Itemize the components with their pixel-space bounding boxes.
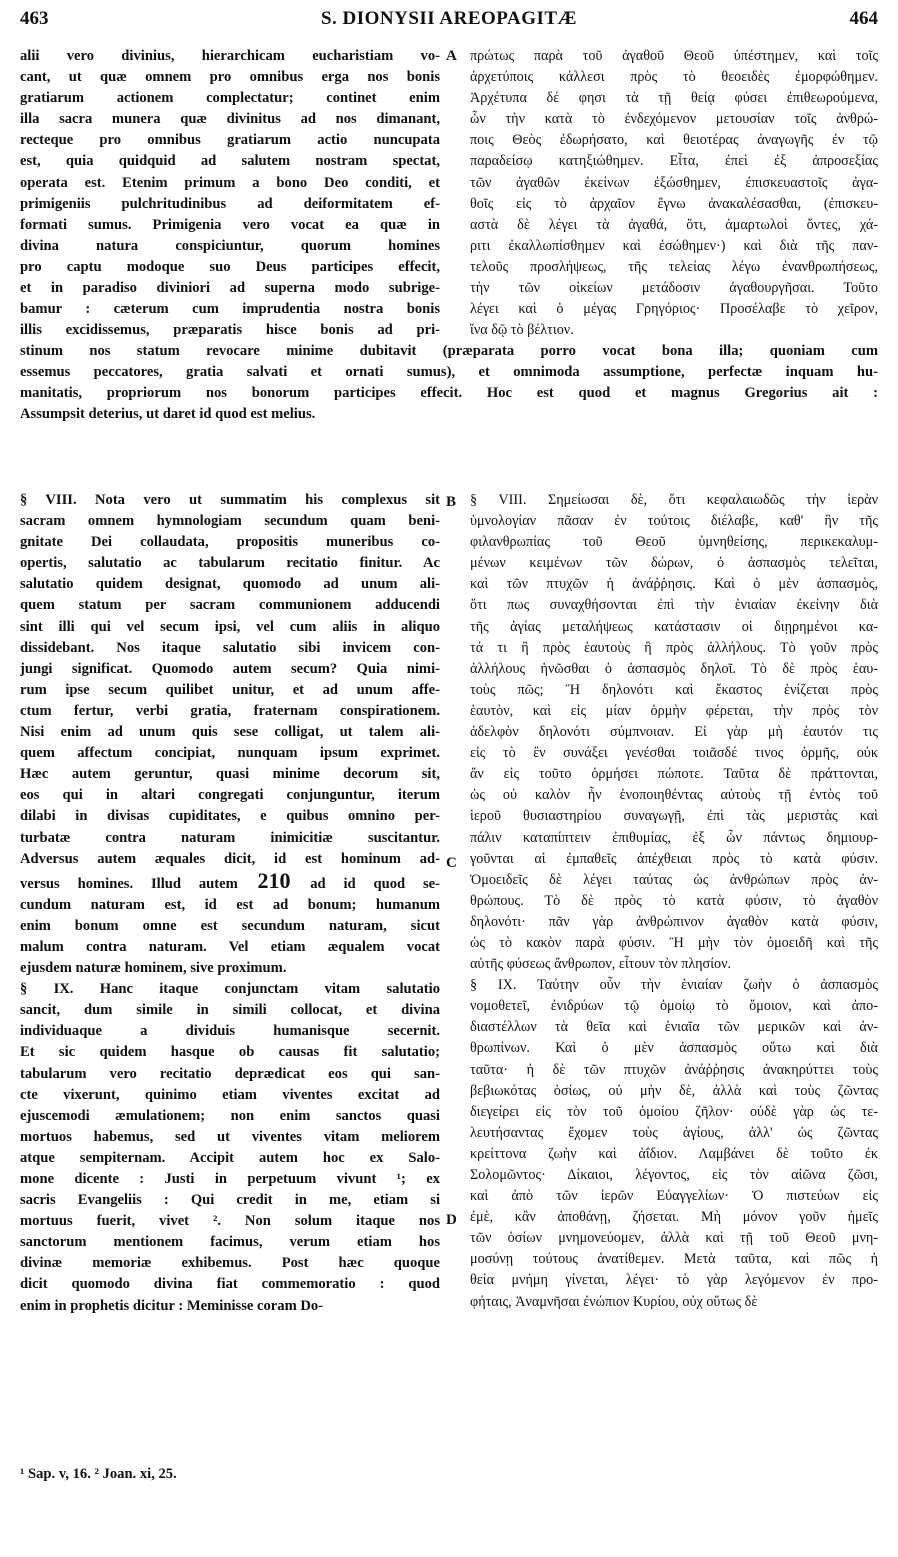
text-line: dicit quomodo divina fiat commemoratio : quod — [20, 1276, 440, 1293]
text-line: ἀδελφὸν δηλονότι σύμπνοιαν. Εἰ γὰρ μὴ ἑαυτόν τις — [470, 724, 878, 741]
text-line: versus homines. Illud autem 210 ad id quod se- — [20, 869, 440, 893]
text-line: § IX. Hanc itaque conjunctam vitam salutatio — [20, 981, 440, 998]
margin-marker-c: C — [446, 855, 457, 871]
column-number: 210 — [237, 869, 311, 893]
text-line: individuaque a dividuis humanisque secernit. — [20, 1023, 440, 1040]
text-line: operata est. Etenim primum a bono Deo conditi, et — [20, 174, 440, 191]
text-line: ἱεροῦ θυσιαστηρίου συναγωγῇ, ἐπὶ τὰς μεριστὰς καὶ — [470, 808, 878, 825]
text-line: Adversus autem æquales dicit, id est hominum ad- — [20, 850, 440, 867]
text-line: ejuscemodi æmulationem; non enim sanctos quasi — [20, 1107, 440, 1124]
text-line: μένων κειμένων τῶν δώρων, ὁ ἀσπασμὸς τελεῖται, — [470, 555, 878, 572]
text-line: divinæ memoriæ exhibemus. Post hæc quoque — [20, 1255, 440, 1272]
text-line: ὅτι πως συναχθήσονται ἐπὶ τὴν ἑνιαίαν ἐκείνην διὰ — [470, 597, 878, 614]
text-line: τά τι ἢ πρὸς ἑαυτοὺς ἢ πρὸς ἀλλήλους. Τὸ γοῦν πρὸς — [470, 639, 878, 656]
text-line: § VIII. Σημείωσαι δὲ, ὅτι κεφαλαιωδῶς τὴν ἱερὰν — [470, 492, 878, 508]
text-line: ἀλλήλους ἡνῶσθαι ὁ ἀσπασμὸς δηλοῖ. Τὸ δὲ πρὸς ἑαυ- — [470, 660, 878, 677]
text-line: salutatio quidem designat, quomodo ad unum ali- — [20, 576, 440, 593]
text-line: malum contra naturam. Vel etiam æqualem vocat — [20, 938, 440, 955]
full-width-paragraph — [20, 341, 878, 425]
text-line: ἵνα δῷ τὸ βέλτιον. — [470, 322, 574, 339]
text-line: primigeniis pulchritudinibus ad deiformitatem ef- — [20, 195, 440, 212]
text-line: Hæc autem geruntur, quasi minime decorum sit, — [20, 766, 440, 783]
text-line: § IX. Ταύτην οὖν τὴν ἑνιαίαν ζωὴν ὁ ἀσπασμὸς — [470, 977, 878, 994]
text-line: ταῦτα· ἡ δὲ τῶν πτυχῶν ἀνάῤῥησις ἀνακηρύττει τοὺς — [470, 1061, 878, 1078]
text-line: enim in prophetis dicitur : Meminisse coram Do- — [20, 1297, 324, 1314]
text-line: § VIII. Nota vero ut summatim his complexus sit — [20, 492, 440, 508]
text-line: καὶ τῶν πτυχῶν ἡ ἀνάῤῥησις. Καὶ ὁ μὲν ἀσπασμὸς, — [470, 576, 878, 593]
footnote: ¹ Sap. v, 16. ² Joan. xi, 25. — [20, 1466, 177, 1482]
text-line: cant, ut quæ omnem pro omnibus erga nos bonis — [20, 69, 440, 86]
latin-column-top — [20, 46, 440, 341]
text-line: quem statum per sacram communionem adducendi — [20, 597, 440, 614]
text-line: τὴν τῶν οἰκείων μετάδοσιν ἀγαθουργῆσαι. Τοῦτο — [470, 280, 878, 297]
text-line: ἄν εἰς τοῦτο ὁρμήσει πώποτε. Ταῦτα δὲ πράττονται, — [470, 766, 878, 783]
text-line: quem affectum concipiat, nunquam ipsum exprimet. — [20, 745, 440, 762]
text-line: jungi significat. Quomodo autem secum? Quia nimi- — [20, 660, 440, 677]
page-number-left: 463 — [20, 8, 49, 29]
text-line: λευτήσαντας ἔχομεν τοὺς ἁγίους, ἀλλ' ὡς ζῶντας — [470, 1124, 878, 1141]
text-line: βεβιωκότας ὁσίως, οὐ μὴν δὲ, ἀλλὰ καὶ τοὺς ζῶντας — [470, 1082, 878, 1099]
text-line: atque sempiternam. Accipit autem hoc ex Salo- — [20, 1149, 440, 1166]
text-line: πάλιν καταπίπτειν ἐπιθυμίας, ἐξ ὧν πάντως δημιουρ- — [470, 829, 878, 846]
text-line: rum ipse secum quilibet unitur, et ad unum affe- — [20, 681, 440, 698]
text-line: εἰς τὸ ἓν συνάξει γενέσθαι τοιᾶσδέ τινος ὁρμῆς, οὐκ — [470, 745, 878, 762]
text-line: mortuos habemus, sed ut viventes vitam meliorem — [20, 1128, 440, 1145]
text-line: est, quia quidquid ad salutem nostram spectat, — [20, 153, 440, 170]
text-line: τῆς ἁγίας μεταλήψεως κατάστασιν οἱ διῃρημένοι κα- — [470, 618, 878, 635]
text-line: φήταις, Ἀναμνῆσαι ἐνώπιον Κυρίου, οὐχ οὕτως δὲ — [470, 1293, 758, 1310]
text-line: sacris Evangeliis : Qui credit in me, etiam si — [20, 1192, 440, 1209]
text-line: opertis, salutatio ac tabularum recitatio finitur. Ac — [20, 555, 440, 572]
text-line: ὡς οὐ καλὸν ἦν ἑνοποιηθέντας αὐτοὺς τῇ ἐντὸς τοῦ — [470, 787, 878, 804]
text-line: θεία μνήμη γίνεται, λέγει· τὸ γὰρ λεγόμενον ἐν προ- — [470, 1272, 878, 1289]
text-line: ὑμνολογίαν πᾶσαν ἐν τούτοις διέλαβε, καθ' ἣν τῆς — [470, 513, 878, 530]
text-line: ἑαυτὸν, καὶ εἰς μίαν ὁρμὴν φέρεται, τὴν πρὸς τὸν — [470, 702, 878, 719]
text-line: eos qui in altari congregati conjunguntur, iterum — [20, 787, 440, 804]
text-line: illis excidissemus, præparatis hisce bonis ad pri- — [20, 322, 440, 339]
text-line: θρώπους. Τὸ δὲ πρὸς τὸ κατὰ φύσιν, τὸ ἀγαθὸν — [470, 892, 878, 909]
text-line: illa sacra munera quæ divinitus ad nos dimanant, — [20, 111, 440, 128]
margin-marker-a: A — [446, 48, 457, 64]
text-line: θρωπίνων. Καὶ ὁ μὲν ἀσπασμὸς οὕτω καὶ διὰ — [470, 1040, 878, 1057]
text-line: et in paradiso diviniori ad superna modo subrige- — [20, 280, 440, 297]
text-line: τῶν ἀγαθῶν ἐκείνων ἐξώσθημεν, ἐπισκευαστοῖς ἀγα- — [470, 174, 878, 191]
text-line: enim bonum omne est secundum naturam, sicut — [20, 917, 440, 934]
text-line: λέγει καὶ ὁ μέγας Γρηγόριος· Προσέλαβε τὸ χεῖρον, — [470, 301, 878, 318]
text-line: διεγείρει εἰς τὸν τοῦ ὁμοίου ζῆλον· οὐδὲ γὰρ ὡς τε- — [470, 1103, 878, 1120]
text-line: ριτι ἐκαλλωπίσθημεν καὶ ἐσώθημεν·) καὶ διὰ τῆς παν- — [470, 237, 878, 254]
text-line: διαστέλλων τὰ θεῖα καὶ ἑνιαῖα τῶν μερικῶν καὶ ἀν- — [470, 1019, 878, 1036]
text-line: sacram omnem hymnologiam secundum quam beni- — [20, 513, 440, 530]
text-line: Ἀρχέτυπα δέ φησι τὰ τῇ θείᾳ φύσει ἐπιθεωρούμενα, — [470, 90, 878, 107]
text-line: ejusdem naturæ hominem, sive proximum. — [20, 960, 287, 977]
page-number-right: 464 — [849, 8, 878, 29]
text-line: Assumpsit deterius, ut daret id quod est melius. — [20, 406, 316, 423]
page-header — [20, 8, 878, 34]
latin-column-bottom — [20, 490, 440, 1317]
text-line: αὐτῆς φύσεως ἄνθρωπον, εἶτουν τὸν πλησίον. — [470, 956, 732, 973]
running-title: S. DIONYSII AREOPAGITÆ — [320, 8, 578, 29]
text-line: sancit, dum simile in simili collocat, et divina — [20, 1002, 440, 1019]
text-line: δηλονότι· πᾶν γὰρ ἀνθρώπινον ἀγαθὸν κατὰ φύσιν, — [470, 913, 878, 930]
text-line: ὧν τὴν κατὰ τὸ ἐνδεχόμενον μετουσίαν τοῖς ἀνθρώ- — [470, 111, 878, 128]
text-line: cundum naturam est, id est ad bonum; humanum — [20, 896, 440, 913]
text-line: ποις Θεὸς ἐδωρήσατο, καὶ θειοτέρας ἀναγωγῆς ἐν τῷ — [470, 132, 878, 149]
text-line: gratiarum actionem complectatur; continet enim — [20, 90, 440, 107]
text-line: sint illi qui vel secum ipsi, vel cum aliis in aliquo — [20, 618, 440, 635]
text-line: καὶ ἀπὸ τῶν ἱερῶν Εὐαγγελίων· Ὁ πιστεύων εἰς — [470, 1188, 878, 1205]
text-line: τῶν ὁσίων μνημονεύομεν, ἀλλὰ καὶ τῇ τοῦ Θεοῦ μνη- — [470, 1230, 878, 1247]
text-line: essemus peccatores, gratia salvati et ornati sumus), et omnimoda assumptione, perfectæ inquam hu- — [20, 364, 878, 381]
greek-column-bottom — [470, 490, 878, 1313]
text-line: cte vixerunt, quinimo etiam viventes excitat ad — [20, 1086, 440, 1103]
text-line: τοὺς πῶς; Ἢ δηλονότι καὶ ἕκαστος ἑνίζεται πρὸς — [470, 681, 878, 698]
greek-column-top — [470, 46, 878, 341]
text-line: μοσύνῃ τούτους ἀνατίθεμεν. Μετὰ ταῦτα, καὶ πῶς ἡ — [470, 1251, 878, 1268]
text-line: αστὰ δὲ λέγει τὰ ἀγαθά, ὅτι, ἁμαρτωλοὶ ὄντες, χά- — [470, 216, 878, 233]
text-line: mortuus fuerit, vivet ². Non solum itaque nos — [20, 1213, 440, 1230]
text-line: γοῦνται αἱ ἐμπαθεῖς ἀπέχθειαι πρὸς τὸ κατὰ φύσιν. — [470, 850, 878, 867]
text-line: ἐμὲ, κἂν ἀποθάνῃ, ζήσεται. Μὴ μόνον γοῦν ἡμεῖς — [470, 1209, 878, 1226]
text-line: formati sumus. Primigenia vero vocat ea quæ in — [20, 216, 440, 233]
text-line: Et sic quidem hasque ob causas fit salutatio; — [20, 1044, 440, 1061]
text-line: τελοῦς προσλήψεως, τῆς τελείας λέγω ἐνανθρωπήσεως, — [470, 258, 878, 275]
text-line: Nisi enim ad unum quis sese colligat, ut talem ali- — [20, 724, 440, 741]
text-line: dissidebant. Nos itaque salutatio sibi invicem con- — [20, 639, 440, 656]
text-line: pro captu modoque suo Deus participes effecit, — [20, 258, 440, 275]
text-line: stinum nos statum revocare minime dubitavit (præparata porro vocat bona illa; quoniam cum — [20, 343, 878, 359]
text-line: πρώτως παρὰ τοῦ ἀγαθοῦ Θεοῦ ὑπέστημεν, καὶ τοῖς — [470, 48, 878, 64]
text-line: dilabi in divisas cupiditates, e quibus omnino per- — [20, 808, 440, 825]
text-line: παραδείσῳ κατηξιώθημεν. Εἶτα, ἐπεὶ ἐξ ἀπροσεξίας — [470, 153, 878, 170]
text-line: alii vero divinius, hierarchicam eucharistiam vo- — [20, 48, 440, 64]
text-line: recteque pro omnibus gratiarum actio nuncupata — [20, 132, 440, 149]
text-line: νομοθετεῖ, ἐνιδρύων τῷ ὁμοίῳ τὸ ὅμοιον, καὶ ἀπο- — [470, 998, 878, 1015]
text-line: divina natura conspiciuntur, quorum homines — [20, 237, 440, 254]
text-line: bamur : cæterum cum imprudentia nostra bonis — [20, 301, 440, 318]
margin-marker-b: B — [446, 494, 457, 510]
text-line: φιλανθρωπίας τοῦ Θεοῦ ὑμνηθείσης, περικεκαλυμ- — [470, 534, 878, 551]
text-line: turbatæ contra naturam inimicitiæ suscitantur. — [20, 829, 440, 846]
text-line: tabularum vero recitatio deprædicat eos qui san- — [20, 1065, 440, 1082]
text-line: Σολομῶντος· Δίκαιοι, λέγοντος, εἰς τὸν αἰῶνα ζῶσι, — [470, 1167, 878, 1183]
margin-marker-d: D — [446, 1212, 457, 1228]
text-line: gnitate Dei collaudata, propositis muneribus co- — [20, 534, 440, 551]
column-number-tail: ad id quod se- — [310, 875, 440, 892]
text-line: ctum fertur, verbi gratia, fraternam conspirationem. — [20, 702, 440, 719]
text-line: ὡς τὸ κακὸν παρὰ φύσιν. Ἢ μὴν τὸν ὁμοειδῆ καὶ τῆς — [470, 934, 878, 951]
text-line: mone dicente : Justi in perpetuum vivunt ¹; ex — [20, 1171, 440, 1187]
text-line: manitatis, propriorum nos bonorum participes effecit. Hoc est quod et magnus Gregorius ait : — [20, 385, 878, 402]
text-line: Ὁμοειδεῖς δὲ λέγει ταύτας ὡς ἀνθρώπων πρὸς ἀν- — [470, 871, 878, 888]
text-line: ἀρχετύποις κάλλεσι πρὸς τὸ θεοειδὲς ἐμορφώθημεν. — [470, 69, 878, 86]
text-line: κρείττονα ζωὴν καὶ ἀΐδιον. Λαμβάνει δὲ τοῦτο ἐκ — [470, 1145, 878, 1162]
text-line: sanctorum mentionem facimus, verum etiam hos — [20, 1234, 440, 1251]
text-line: θοῖς εἰς τὸ ἀρχαῖον ἔγνω ἀνακαλέσασθαι, (ἐπισκευ- — [470, 195, 878, 212]
